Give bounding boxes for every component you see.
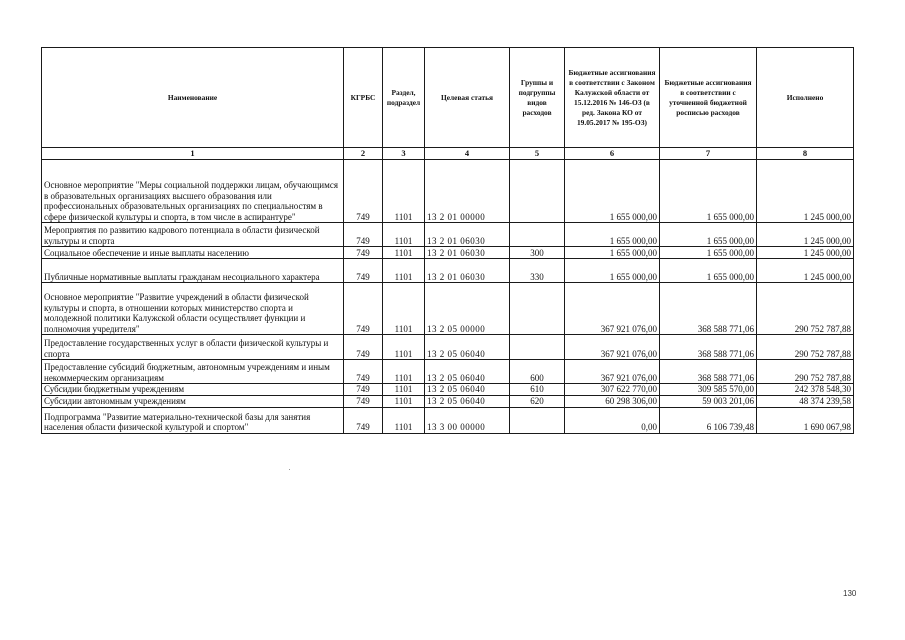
row-group: 330: [510, 259, 565, 283]
row-executed: 290 752 787,88: [757, 283, 854, 335]
row-section: 1101: [383, 360, 425, 384]
row-kgrbs: 749: [344, 283, 383, 335]
row-name: Подпрограмма "Развитие материально-технической базы для занятия населения области физической культурой и спортом": [42, 407, 344, 433]
header-updated: Бюджетные ассигнования в соответствии с уточненной бюджетной росписью расходов: [660, 48, 757, 148]
row-approved: 367 921 076,00: [565, 360, 660, 384]
table-row: [42, 407, 854, 433]
row-group: [510, 160, 565, 223]
row-kgrbs: 749: [344, 223, 383, 247]
row-section: 1101: [383, 160, 425, 223]
row-approved: 60 298 306,00: [565, 395, 660, 407]
row-kgrbs: 749: [344, 384, 383, 396]
table-row: [42, 160, 854, 223]
row-section: 1101: [383, 384, 425, 396]
table-row: [42, 223, 854, 247]
header-target: Целевая статья: [425, 48, 510, 148]
header-row: [42, 48, 854, 148]
row-updated: 368 588 771,06: [660, 360, 757, 384]
row-target: 13 2 05 06040: [425, 395, 510, 407]
row-approved: 367 921 076,00: [565, 335, 660, 360]
row-group: [510, 407, 565, 433]
row-updated: 1 655 000,00: [660, 160, 757, 223]
row-updated: 59 003 201,06: [660, 395, 757, 407]
row-section: 1101: [383, 223, 425, 247]
row-approved: 307 622 770,00: [565, 384, 660, 396]
row-updated: 6 106 739,48: [660, 407, 757, 433]
row-group: [510, 283, 565, 335]
row-updated: 1 655 000,00: [660, 247, 757, 259]
row-name: Мероприятия по развитию кадрового потенциала в области физической культуры и спорта: [42, 223, 344, 247]
row-group: 300: [510, 247, 565, 259]
row-kgrbs: 749: [344, 395, 383, 407]
row-section: 1101: [383, 407, 425, 433]
column-number: 4: [425, 148, 510, 160]
row-approved: 1 655 000,00: [565, 247, 660, 259]
header-name: Наименование: [42, 48, 344, 148]
budget-table: [41, 47, 854, 434]
row-updated: 368 588 771,06: [660, 335, 757, 360]
header-approved: Бюджетные ассигнования в соответствии с Законом Калужской области от 15.12.2016 № 146-ОЗ (в ред. Закона КО от 19.05.2017 № 195-ОЗ): [565, 48, 660, 148]
row-name: Предоставление государственных услуг в области физической культуры и спорта: [42, 335, 344, 360]
row-approved: 1 655 000,00: [565, 259, 660, 283]
row-updated: 1 655 000,00: [660, 223, 757, 247]
row-approved: 367 921 076,00: [565, 283, 660, 335]
row-executed: 1 245 000,00: [757, 223, 854, 247]
row-executed: 242 378 548,30: [757, 384, 854, 396]
row-name: Основное мероприятие "Меры социальной поддержки лицам, обучающимся в образовательных организациях высшего образования или профессиональных образовательных организациях по специальностям в сфере физической культуры и спорта, в том числе в аспирантуре": [42, 160, 344, 223]
row-name: Социальное обеспечение и иные выплаты населению: [42, 247, 344, 259]
column-number: 6: [565, 148, 660, 160]
row-section: 1101: [383, 395, 425, 407]
row-kgrbs: 749: [344, 360, 383, 384]
row-name: Субсидии автономным учреждениям: [42, 395, 344, 407]
page-number: 130: [843, 589, 857, 598]
column-number: 5: [510, 148, 565, 160]
row-kgrbs: 749: [344, 407, 383, 433]
table-row: [42, 259, 854, 283]
row-target: 13 2 05 00000: [425, 283, 510, 335]
table-row: [42, 360, 854, 384]
row-target: 13 2 01 06030: [425, 223, 510, 247]
row-group: 610: [510, 384, 565, 396]
row-name: Основное мероприятие "Развитие учреждений в области физической культуры и спорта, в отношении которых министерство спорта и молодежной политики Калужской области осуществляет функции и полномочия учредителя": [42, 283, 344, 335]
row-executed: 48 374 239,58: [757, 395, 854, 407]
table-row: [42, 384, 854, 396]
table-row: [42, 395, 854, 407]
row-section: 1101: [383, 335, 425, 360]
row-updated: 1 655 000,00: [660, 259, 757, 283]
row-target: 13 2 05 06040: [425, 335, 510, 360]
row-target: 13 2 01 06030: [425, 259, 510, 283]
column-number: 2: [344, 148, 383, 160]
column-number-row: [42, 148, 854, 160]
column-number: 7: [660, 148, 757, 160]
column-number: 3: [383, 148, 425, 160]
row-kgrbs: 749: [344, 247, 383, 259]
column-number: 8: [757, 148, 854, 160]
row-target: 13 3 00 00000: [425, 407, 510, 433]
row-updated: 309 585 570,00: [660, 384, 757, 396]
column-number: 1: [42, 148, 344, 160]
row-kgrbs: 749: [344, 160, 383, 223]
row-updated: 368 588 771,06: [660, 283, 757, 335]
row-section: 1101: [383, 259, 425, 283]
scan-speck: [289, 469, 290, 470]
header-executed: Исполнено: [757, 48, 854, 148]
row-group: [510, 335, 565, 360]
header-section: Раздел, подраздел: [383, 48, 425, 148]
header-groups: Группы и подгруппы видов расходов: [510, 48, 565, 148]
row-executed: 1 245 000,00: [757, 160, 854, 223]
row-kgrbs: 749: [344, 335, 383, 360]
row-executed: 1 245 000,00: [757, 247, 854, 259]
row-target: 13 2 05 06040: [425, 384, 510, 396]
table-row: [42, 283, 854, 335]
row-group: 600: [510, 360, 565, 384]
row-name: Субсидии бюджетным учреждениям: [42, 384, 344, 396]
row-section: 1101: [383, 283, 425, 335]
row-executed: 1 245 000,00: [757, 259, 854, 283]
row-name: Предоставление субсидий бюджетным, автономным учреждениям и иным некоммерческим организациям: [42, 360, 344, 384]
row-executed: 290 752 787,88: [757, 360, 854, 384]
table-row: [42, 335, 854, 360]
row-kgrbs: 749: [344, 259, 383, 283]
row-target: 13 2 01 06030: [425, 247, 510, 259]
row-group: [510, 223, 565, 247]
row-section: 1101: [383, 247, 425, 259]
row-executed: 290 752 787,88: [757, 335, 854, 360]
row-group: 620: [510, 395, 565, 407]
row-approved: 1 655 000,00: [565, 160, 660, 223]
row-executed: 1 690 067,98: [757, 407, 854, 433]
row-name: Публичные нормативные выплаты гражданам несоциального характера: [42, 259, 344, 283]
row-approved: 1 655 000,00: [565, 223, 660, 247]
row-target: 13 2 01 00000: [425, 160, 510, 223]
row-approved: 0,00: [565, 407, 660, 433]
table-row: [42, 247, 854, 259]
header-kgrbs: КГРБС: [344, 48, 383, 148]
row-target: 13 2 05 06040: [425, 360, 510, 384]
